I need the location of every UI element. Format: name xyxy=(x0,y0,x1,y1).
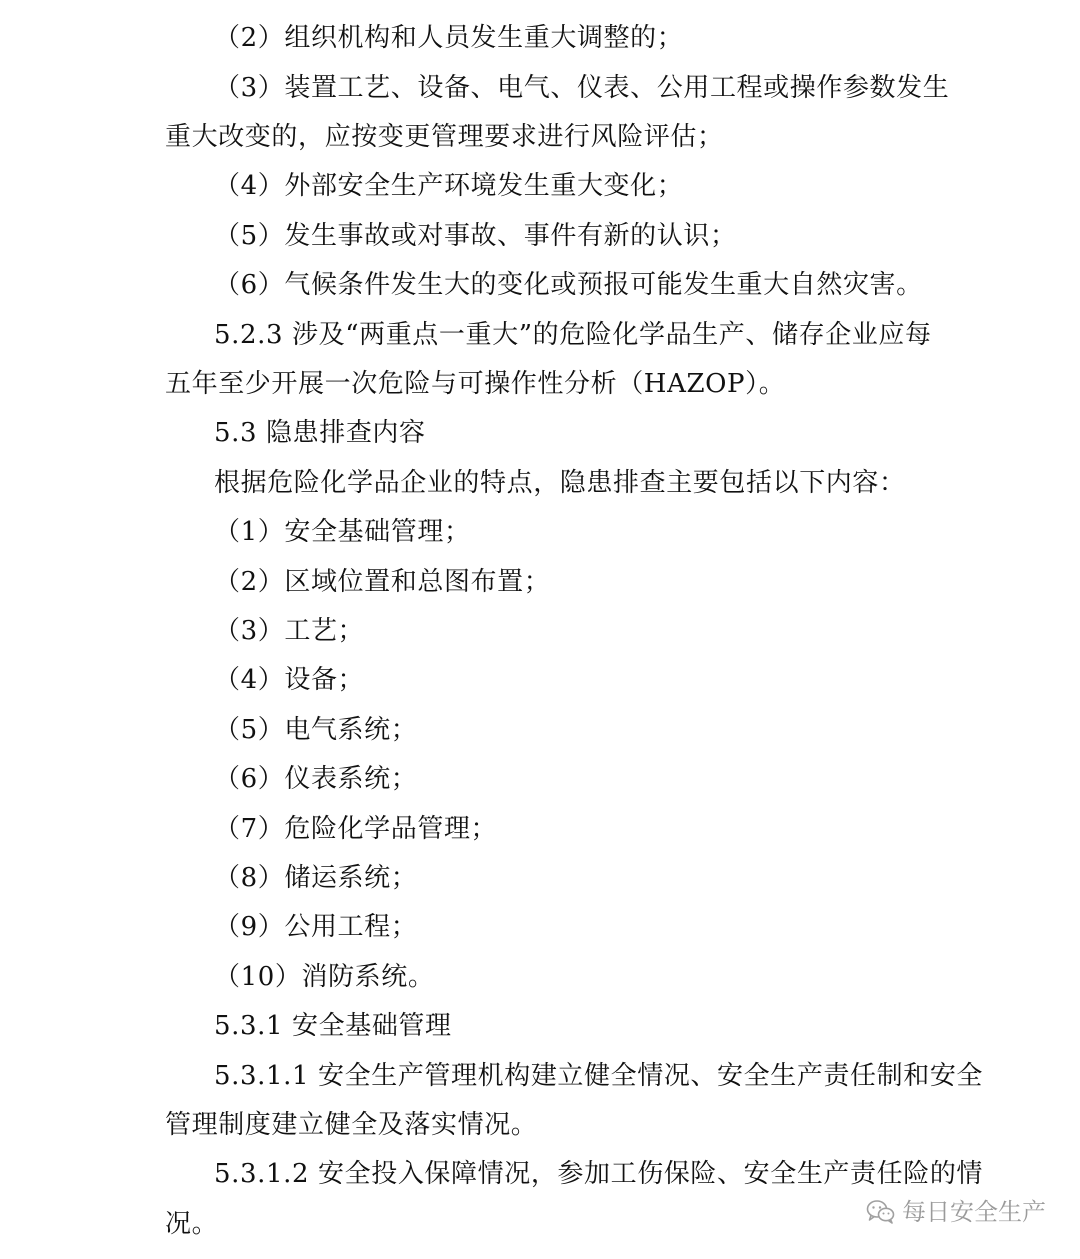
content-item-10: （10）消防系统。 xyxy=(214,962,435,992)
list-item-5: （5）发生事故或对事故、事件有新的认识； xyxy=(214,221,737,251)
list-item-3-cont: 重大改变的，应按变更管理要求进行风险评估； xyxy=(165,122,724,152)
content-item-5: （5）电气系统； xyxy=(214,715,418,745)
section-heading-5-3: 5.3 隐患排查内容 xyxy=(214,418,426,448)
clause-5-3-1-1-start: 5.3.1.1 安全生产管理机构建立健全情况、安全生产责任制和安全 xyxy=(214,1061,984,1091)
list-item-2: （2）组织机构和人员发生重大调整的； xyxy=(214,23,684,53)
clause-5-2-3-start: 5.2.3 涉及“两重点一重大”的危险化学品生产、储存企业应每 xyxy=(214,320,932,350)
list-item-6: （6）气候条件发生大的变化或预报可能发生重大自然灾害。 xyxy=(214,270,923,300)
clause-5-3-1-2-cont: 况。 xyxy=(165,1209,219,1239)
list-item-4: （4）外部安全生产环境发生重大变化； xyxy=(214,171,684,201)
clause-5-3-1-2-start: 5.3.1.2 安全投入保障情况，参加工伤保险、安全生产责任险的情 xyxy=(214,1159,984,1189)
content-item-3: （3）工艺； xyxy=(214,616,365,646)
section-intro: 根据危险化学品企业的特点，隐患排查主要包括以下内容： xyxy=(214,468,906,498)
content-item-8: （8）储运系统； xyxy=(214,863,418,893)
content-item-9: （9）公用工程； xyxy=(214,912,418,942)
content-item-7: （7）危险化学品管理； xyxy=(214,814,498,844)
clause-5-2-3-cont: 五年至少开展一次危险与可操作性分析（HAZOP）。 xyxy=(165,369,786,399)
content-item-2: （2）区域位置和总图布置； xyxy=(214,567,551,597)
content-item-6: （6）仪表系统； xyxy=(214,764,418,794)
clause-5-3-1-1-cont: 管理制度建立健全及落实情况。 xyxy=(165,1110,538,1140)
watermark-text: 每日安全生产 xyxy=(902,1198,1046,1226)
content-item-1: （1）安全基础管理； xyxy=(214,517,471,547)
section-heading-5-3-1: 5.3.1 安全基础管理 xyxy=(214,1011,452,1041)
list-item-3-start: （3）装置工艺、设备、电气、仪表、公用工程或操作参数发生 xyxy=(214,73,950,103)
content-item-4: （4）设备； xyxy=(214,665,365,695)
watermark xyxy=(866,1196,1046,1228)
wechat-icon xyxy=(866,1199,896,1225)
